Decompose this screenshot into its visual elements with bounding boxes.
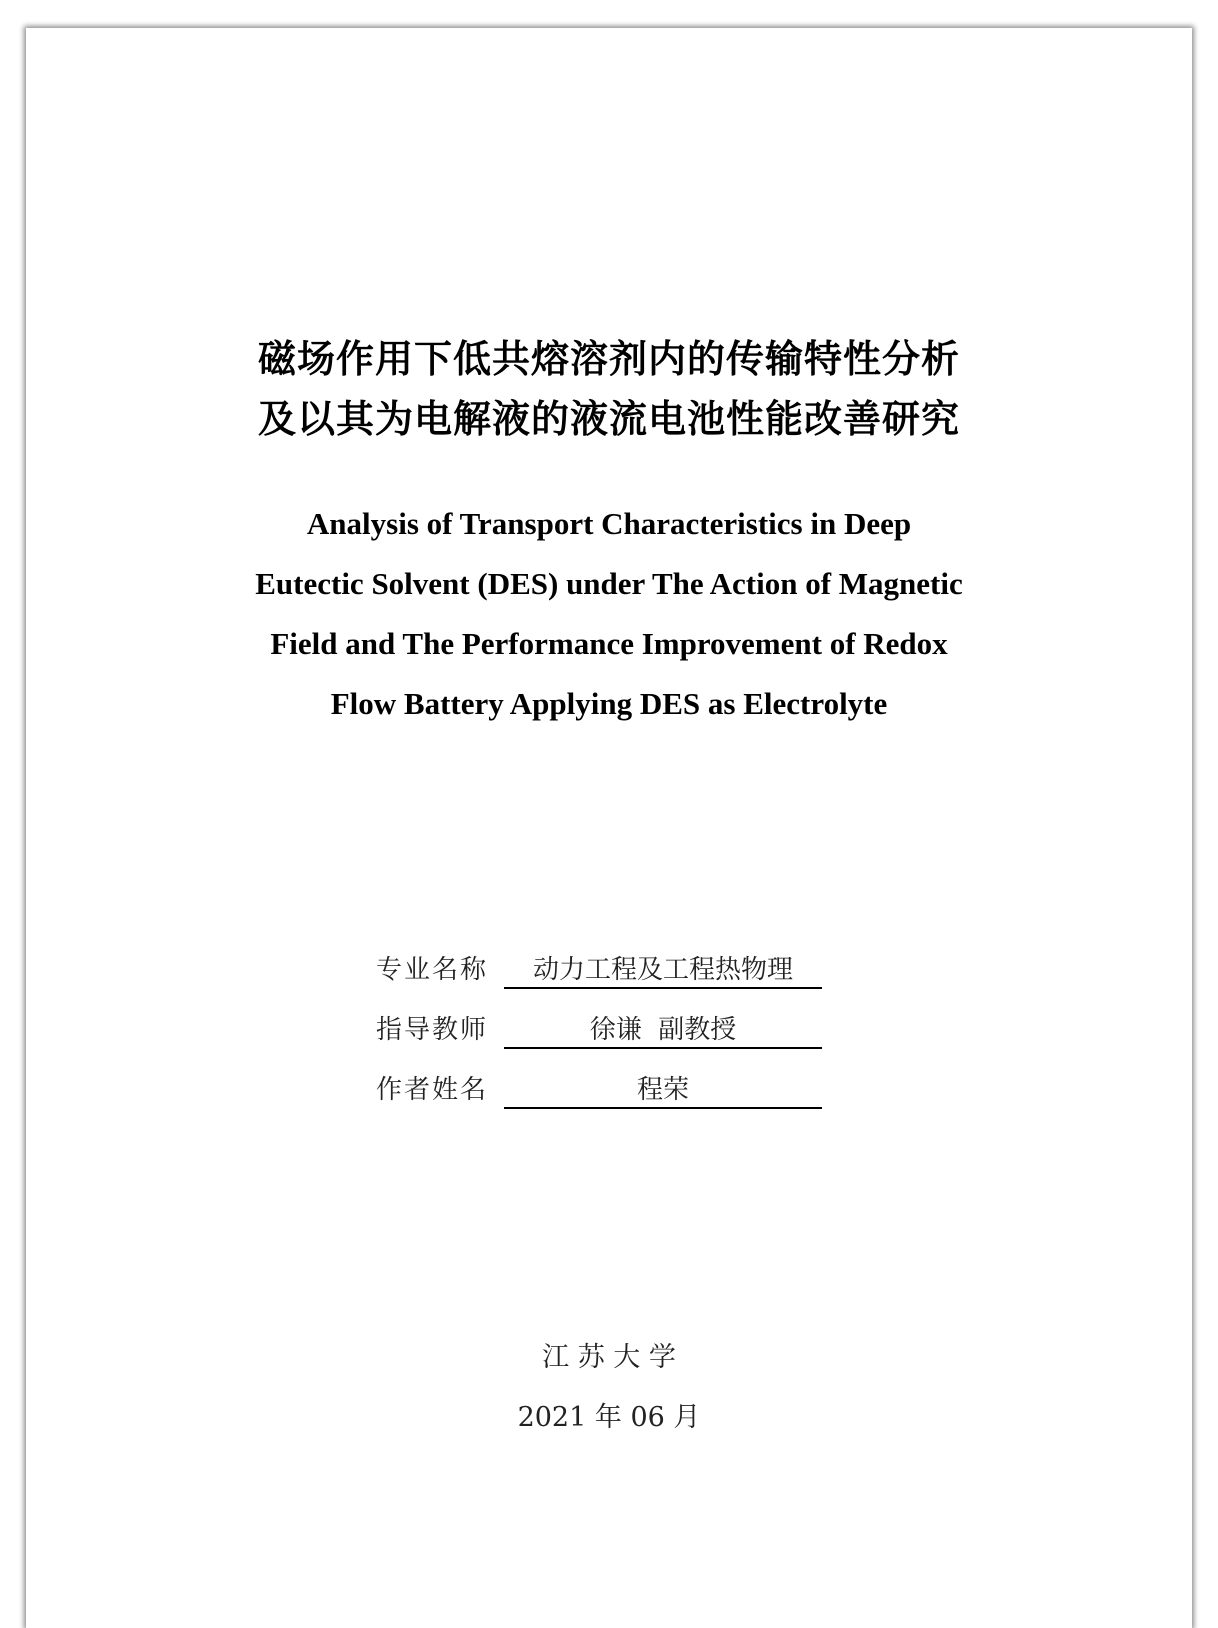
info-row-major [376, 952, 876, 992]
thesis-date: 2021 年 06 月 [517, 1402, 701, 1433]
english-title-line-4: Flow Battery Applying DES as Electrolyte [330, 686, 888, 721]
major-label: 专业名称 [376, 955, 489, 985]
document-page [26, 28, 1192, 1628]
author-label: 作者姓名 [376, 1075, 489, 1105]
advisor-label: 指导教师 [376, 1015, 489, 1045]
author-value: 程荣 [504, 1072, 822, 1109]
chinese-title-line-1: 磁场作用下低共熔溶剂内的传输特性分析 [257, 337, 960, 381]
english-title-line-3: Field and The Performance Improvement of Redox [270, 626, 948, 661]
info-row-author [376, 1072, 876, 1112]
info-row-advisor [376, 1012, 876, 1052]
english-title-line-1: Analysis of Transport Characteristics in Deep [306, 506, 912, 541]
advisor-value: 徐谦 副教授 [504, 1012, 822, 1049]
chinese-title-line-2: 及以其为电解液的液流电池性能改善研究 [257, 397, 960, 441]
university-name: 江 苏 大 学 [542, 1342, 676, 1373]
english-title-line-2: Eutectic Solvent (DES) under The Action of Magnetic [255, 566, 963, 601]
major-value: 动力工程及工程热物理 [504, 952, 822, 989]
